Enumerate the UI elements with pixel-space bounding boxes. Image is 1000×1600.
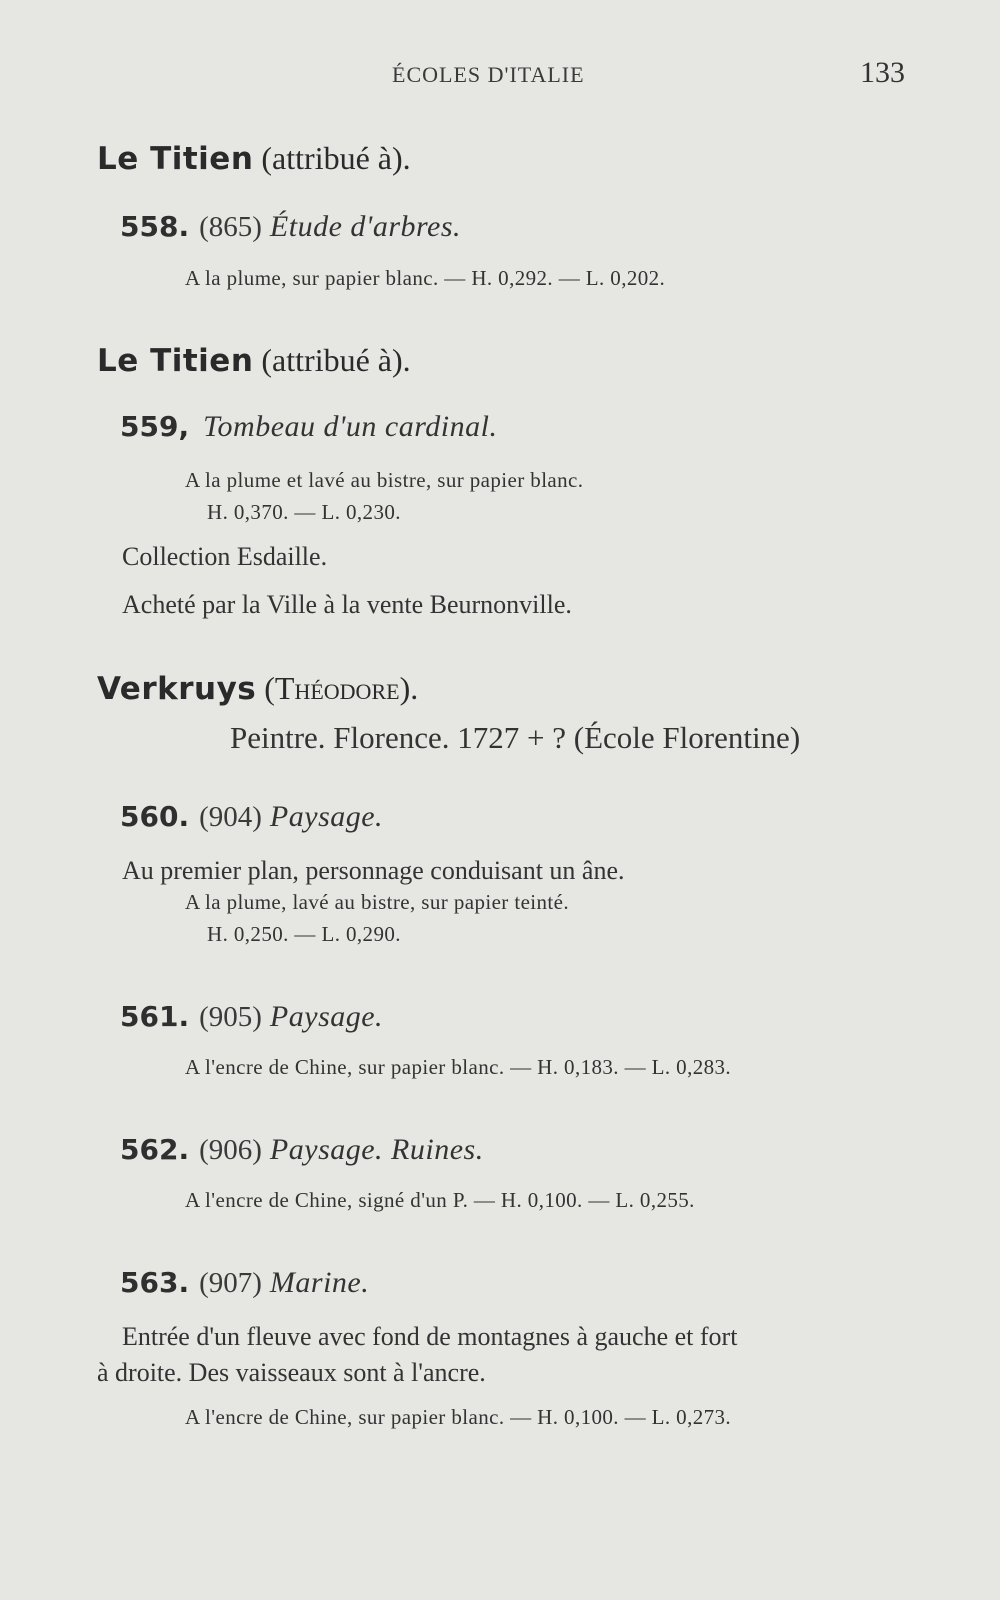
old-number: (906) [199, 1134, 262, 1166]
entry-563-heading: 563. (907) Marine. [120, 1266, 370, 1299]
entry-559-heading: 559, Tombeau d'un cardinal. [120, 410, 498, 443]
entry-title: Étude d'arbres. [269, 210, 462, 243]
entry-560-medium: A la plume, lavé au bistre, sur papier teinté. [185, 890, 570, 914]
entry-number: 559 [120, 410, 179, 443]
artist-first-name: Théodore [274, 670, 400, 706]
entry-562-heading: 562. (906) Paysage. Ruines. [120, 1133, 484, 1166]
artist-qualifier-close: ). [399, 670, 419, 706]
artist-qualifier: (attribué à). [261, 140, 411, 176]
entry-number: 562 [120, 1133, 179, 1166]
entry-number: 560 [120, 800, 179, 833]
entry-558-medium: A la plume, sur papier blanc. — H. 0,292. — L. 0,202. [185, 266, 666, 290]
artist-qualifier-open: ( [264, 670, 275, 706]
entry-558-heading: 558. (865) Étude d'arbres. [120, 210, 462, 243]
entry-title: Tombeau d'un cardinal. [203, 410, 498, 443]
artist-bio-verkruys: Peintre. Florence. 1727 + ? (École Florentine) [230, 720, 801, 755]
artist-name: Le Titien [97, 141, 254, 177]
running-title: ÉCOLES D'ITALIE [392, 62, 585, 87]
entry-559-medium: A la plume et lavé au bistre, sur papier blanc. [185, 468, 584, 492]
entry-560-dimensions: H. 0,250. — L. 0,290. [207, 922, 401, 946]
entry-563-description-line1: Entrée d'un fleuve avec fond de montagnes à gauche et fort [122, 1322, 738, 1351]
entry-number: 561 [120, 1000, 179, 1033]
artist-name: Verkruys [97, 671, 257, 707]
entry-563-medium: A l'encre de Chine, sur papier blanc. — H. 0,100. — L. 0,273. [185, 1405, 732, 1429]
artist-heading-titien-2 [97, 342, 411, 379]
entry-561-heading: 561. (905) Paysage. [120, 1000, 384, 1033]
entry-title: Marine. [269, 1266, 370, 1299]
entry-title: Paysage. [269, 800, 384, 833]
entry-title: Paysage. Ruines. [269, 1133, 484, 1166]
entry-559-dimensions: H. 0,370. — L. 0,230. [207, 500, 401, 524]
page-number: 133 [860, 56, 905, 89]
entry-number: 558 [120, 210, 179, 243]
artist-qualifier: (attribué à). [261, 342, 411, 378]
artist-name: Le Titien [97, 343, 254, 379]
artist-heading-titien-1 [97, 140, 411, 177]
entry-562-medium: A l'encre de Chine, signé d'un P. — H. 0,100. — L. 0,255. [185, 1188, 695, 1212]
entry-560-description: Au premier plan, personnage conduisant un âne. [122, 856, 625, 885]
old-number: (904) [199, 801, 262, 833]
entry-title: Paysage. [269, 1000, 384, 1033]
old-number: (907) [199, 1267, 262, 1299]
old-number: (905) [199, 1001, 262, 1033]
entry-560-heading: 560. (904) Paysage. [120, 800, 384, 833]
artist-heading-verkruys [97, 670, 418, 707]
entry-559-provenance: Acheté par la Ville à la vente Beurnonville. [122, 590, 572, 619]
entry-number: 563 [120, 1266, 179, 1299]
old-number: (865) [199, 211, 262, 243]
entry-561-medium: A l'encre de Chine, sur papier blanc. — H. 0,183. — L. 0,283. [185, 1055, 732, 1079]
entry-559-collection: Collection Esdaille. [122, 542, 328, 571]
entry-563-description-line2: à droite. Des vaisseaux sont à l'ancre. [97, 1358, 486, 1387]
